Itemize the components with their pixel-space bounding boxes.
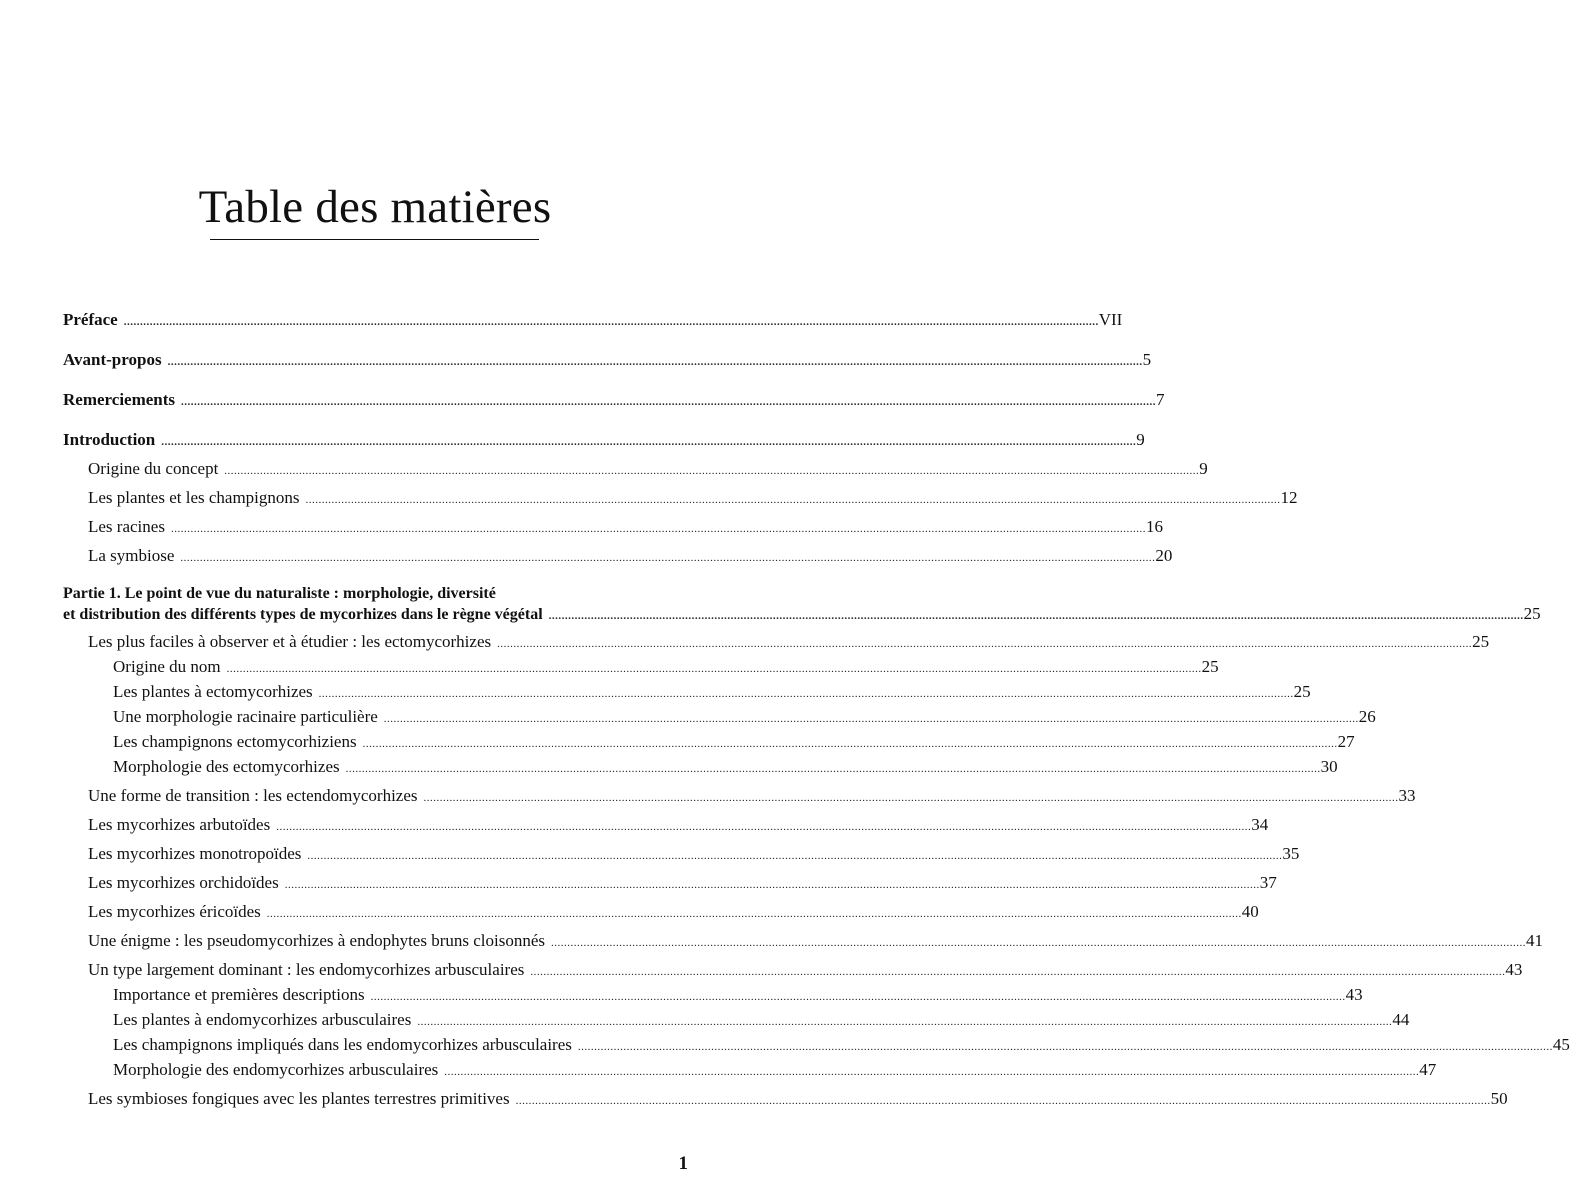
toc-entry-remerciements[interactable] bbox=[63, 390, 1165, 410]
dot-leader: ............................................................................................................................................................................................................................................................................................................ bbox=[318, 688, 1294, 700]
dot-leader: ............................................................................................................................................................................................................................................................................................................ bbox=[383, 713, 1359, 725]
dot-leader: ............................................................................................................................................................................................................................................................................................................ bbox=[181, 396, 1157, 408]
toc-entry-label: Avant-propos bbox=[63, 350, 162, 369]
dot-leader: ............................................................................................................................................................................................................................................................................................................ bbox=[497, 638, 1473, 650]
dot-leader: ............................................................................................................................................................................................................................................................................................................ bbox=[226, 663, 1202, 675]
dot-leader: ............................................................................................................................................................................................................................................................................................................ bbox=[423, 792, 1399, 804]
toc-entry-page: 47 bbox=[1419, 1060, 1437, 1079]
toc-entry-label: Importance et premières descriptions bbox=[113, 985, 365, 1004]
dot-leader: ............................................................................................................................................................................................................................................................................................................ bbox=[170, 523, 1146, 535]
toc-entry-label: Les mycorhizes monotropoïdes bbox=[88, 844, 302, 863]
toc-entry-page: 25 bbox=[1523, 604, 1541, 623]
toc-entry-label: Les plantes à ectomycorhizes bbox=[113, 682, 313, 701]
toc-entry-page: 9 bbox=[1136, 430, 1145, 449]
toc-entry-label: Morphologie des endomycorhizes arbusculaires bbox=[113, 1060, 439, 1079]
toc-entry-preface[interactable] bbox=[63, 310, 1123, 330]
dot-leader: ............................................................................................................................................................................................................................................................................................................ bbox=[123, 316, 1099, 328]
toc-entry-page: 45 bbox=[1552, 1035, 1570, 1054]
toc-entry-page: 9 bbox=[1199, 459, 1208, 478]
toc-entry-page: 40 bbox=[1241, 902, 1259, 921]
dot-leader: ............................................................................................................................................................................................................................................................................................................ bbox=[307, 850, 1283, 862]
toc-entry-champignons-impliques[interactable] bbox=[63, 1035, 1570, 1055]
toc-entry-ectomycorhizes[interactable] bbox=[63, 632, 1490, 652]
toc-entry-label: Une forme de transition : les ectendomycorhizes bbox=[88, 786, 418, 805]
toc-entry-label: Les plus faciles à observer et à étudier : les ectomycorhizes bbox=[88, 632, 492, 651]
toc-entry-page: 7 bbox=[1156, 390, 1165, 409]
toc-entry-page: 5 bbox=[1142, 350, 1152, 369]
toc-entry-page: 33 bbox=[1398, 786, 1416, 805]
toc-entry-page: 34 bbox=[1251, 815, 1269, 834]
toc-entry-page: 26 bbox=[1358, 707, 1376, 726]
dot-leader: ............................................................................................................................................................................................................................................................................................................ bbox=[530, 966, 1506, 978]
toc-entry-page: 44 bbox=[1392, 1010, 1410, 1029]
toc-entry-label: Une énigme : les pseudomycorhizes à endophytes bruns cloisonnés bbox=[88, 931, 546, 950]
toc-entry-page: 25 bbox=[1201, 657, 1219, 676]
toc-entry-page: 25 bbox=[1472, 632, 1490, 651]
part-heading-line-1: Partie 1. Le point de vue du naturaliste : morphologie, diversité bbox=[63, 585, 496, 602]
dot-leader: ............................................................................................................................................................................................................................................................................................................ bbox=[548, 610, 1524, 622]
toc-entry-page: 12 bbox=[1280, 488, 1298, 507]
toc-entry-page: 25 bbox=[1293, 682, 1311, 701]
toc-entry-label: Introduction bbox=[63, 430, 156, 449]
toc-entry-label: Morphologie des ectomycorhizes bbox=[113, 757, 340, 776]
dot-leader: ............................................................................................................................................................................................................................................................................................................ bbox=[577, 1041, 1553, 1053]
toc-entry-importance-descriptions[interactable] bbox=[63, 985, 1363, 1005]
page-number: 1 bbox=[678, 1153, 688, 1174]
toc-entry-label: et distribution des différents types de mycorhizes dans le règne végétal bbox=[63, 606, 543, 623]
dot-leader: ............................................................................................................................................................................................................................................................................................................ bbox=[305, 494, 1281, 506]
toc-entry-label: Préface bbox=[63, 310, 118, 329]
toc-entry-plantes-endomycorhizes[interactable] bbox=[63, 1010, 1410, 1030]
toc-entry-page: 27 bbox=[1337, 732, 1355, 751]
toc-entry-label: Les racines bbox=[88, 517, 165, 536]
toc-entry-plantes-terrestres-primitives[interactable] bbox=[63, 1089, 1508, 1109]
dot-leader: ............................................................................................................................................................................................................................................................................................................ bbox=[180, 552, 1156, 564]
dot-leader: ............................................................................................................................................................................................................................................................................................................ bbox=[370, 991, 1346, 1003]
toc-entry-page: 20 bbox=[1155, 546, 1173, 565]
toc-entry-page: 30 bbox=[1320, 757, 1338, 776]
dot-leader: ............................................................................................................................................................................................................................................................................................................ bbox=[551, 937, 1527, 949]
toc-entry-page: 35 bbox=[1282, 844, 1300, 863]
toc-entry-label: Les plantes à endomycorhizes arbusculaires bbox=[113, 1010, 412, 1029]
toc-entry-label: La symbiose bbox=[88, 546, 175, 565]
dot-leader: ............................................................................................................................................................................................................................................................................................................ bbox=[167, 356, 1143, 368]
toc-entry-avant-propos[interactable] bbox=[63, 350, 1152, 370]
toc-entry-introduction[interactable] bbox=[63, 430, 1145, 450]
toc-entry-champignons-ectomycorhiziens[interactable] bbox=[63, 732, 1355, 752]
dot-leader: ............................................................................................................................................................................................................................................................................................................ bbox=[224, 465, 1200, 477]
toc-entry-page: 16 bbox=[1145, 517, 1163, 536]
toc-entry-page: 37 bbox=[1259, 873, 1277, 892]
table-of-contents bbox=[63, 306, 1570, 1109]
toc-entry-label: Origine du nom bbox=[113, 657, 221, 676]
toc-entry-morphologie-racinaire[interactable] bbox=[63, 707, 1376, 727]
toc-entry-endomycorhizes-arbusculaires[interactable] bbox=[63, 960, 1523, 980]
toc-entry-page: VII bbox=[1098, 310, 1123, 329]
toc-entry-label: Une morphologie racinaire particulière bbox=[113, 707, 378, 726]
toc-entry-label: Les champignons impliqués dans les endomycorhizes arbusculaires bbox=[113, 1035, 572, 1054]
toc-entry-page: 41 bbox=[1526, 931, 1544, 950]
dot-leader: ............................................................................................................................................................................................................................................................................................................ bbox=[284, 879, 1260, 891]
toc-entry-label: Un type largement dominant : les endomycorhizes arbusculaires bbox=[88, 960, 525, 979]
title-underline bbox=[210, 239, 539, 240]
toc-entry-ectendomycorhizes[interactable] bbox=[63, 786, 1416, 806]
page-title: Table des matières bbox=[198, 181, 552, 233]
toc-entry-label: Remerciements bbox=[63, 390, 176, 409]
toc-entry-label: Les symbioses fongiques avec les plantes terrestres primitives bbox=[88, 1089, 510, 1108]
toc-entry-morphologie-endomycorhizes[interactable] bbox=[63, 1060, 1437, 1080]
toc-entry-label: Les champignons ectomycorhiziens bbox=[113, 732, 357, 751]
toc-entry-origine-du-nom[interactable] bbox=[63, 657, 1219, 677]
toc-entry-plantes-ectomycorhizes[interactable] bbox=[63, 682, 1311, 702]
toc-entry-monotropoides[interactable] bbox=[63, 844, 1300, 864]
toc-entry-orchidoides[interactable] bbox=[63, 873, 1277, 893]
toc-entry-partie-1[interactable] bbox=[63, 584, 1541, 624]
dot-leader: ............................................................................................................................................................................................................................................................................................................ bbox=[362, 738, 1338, 750]
toc-entry-page: 50 bbox=[1490, 1089, 1508, 1108]
toc-entry-origine-du-concept[interactable] bbox=[63, 459, 1208, 479]
dot-leader: ............................................................................................................................................................................................................................................................................................................ bbox=[345, 763, 1321, 775]
toc-entry-ericoides[interactable] bbox=[63, 902, 1259, 922]
toc-entry-pseudomycorhizes[interactable] bbox=[63, 931, 1544, 951]
toc-entry-morphologie-ectomycorhizes[interactable] bbox=[63, 757, 1338, 777]
toc-entry-label: Origine du concept bbox=[88, 459, 219, 478]
part-heading-line-2 bbox=[63, 604, 1541, 624]
dot-leader: ............................................................................................................................................................................................................................................................................................................ bbox=[417, 1016, 1393, 1028]
dot-leader: ............................................................................................................................................................................................................................................................................................................ bbox=[276, 821, 1252, 833]
toc-entry-plantes-champignons[interactable] bbox=[63, 488, 1298, 508]
toc-entry-label: Les plantes et les champignons bbox=[88, 488, 300, 507]
toc-entry-page: 43 bbox=[1505, 960, 1523, 979]
dot-leader: ............................................................................................................................................................................................................................................................................................................ bbox=[266, 908, 1242, 920]
toc-entry-label: Les mycorhizes arbutoïdes bbox=[88, 815, 271, 834]
toc-entry-page: 43 bbox=[1345, 985, 1363, 1004]
dot-leader: ............................................................................................................................................................................................................................................................................................................ bbox=[515, 1095, 1491, 1107]
toc-entry-arbutoides[interactable] bbox=[63, 815, 1269, 835]
dot-leader: ............................................................................................................................................................................................................................................................................................................ bbox=[444, 1066, 1420, 1078]
toc-entry-label: Les mycorhizes orchidoïdes bbox=[88, 873, 279, 892]
toc-entry-racines[interactable] bbox=[63, 517, 1163, 537]
toc-entry-label: Les mycorhizes éricoïdes bbox=[88, 902, 261, 921]
dot-leader: ............................................................................................................................................................................................................................................................................................................ bbox=[161, 436, 1137, 448]
toc-entry-symbiose[interactable] bbox=[63, 546, 1173, 566]
